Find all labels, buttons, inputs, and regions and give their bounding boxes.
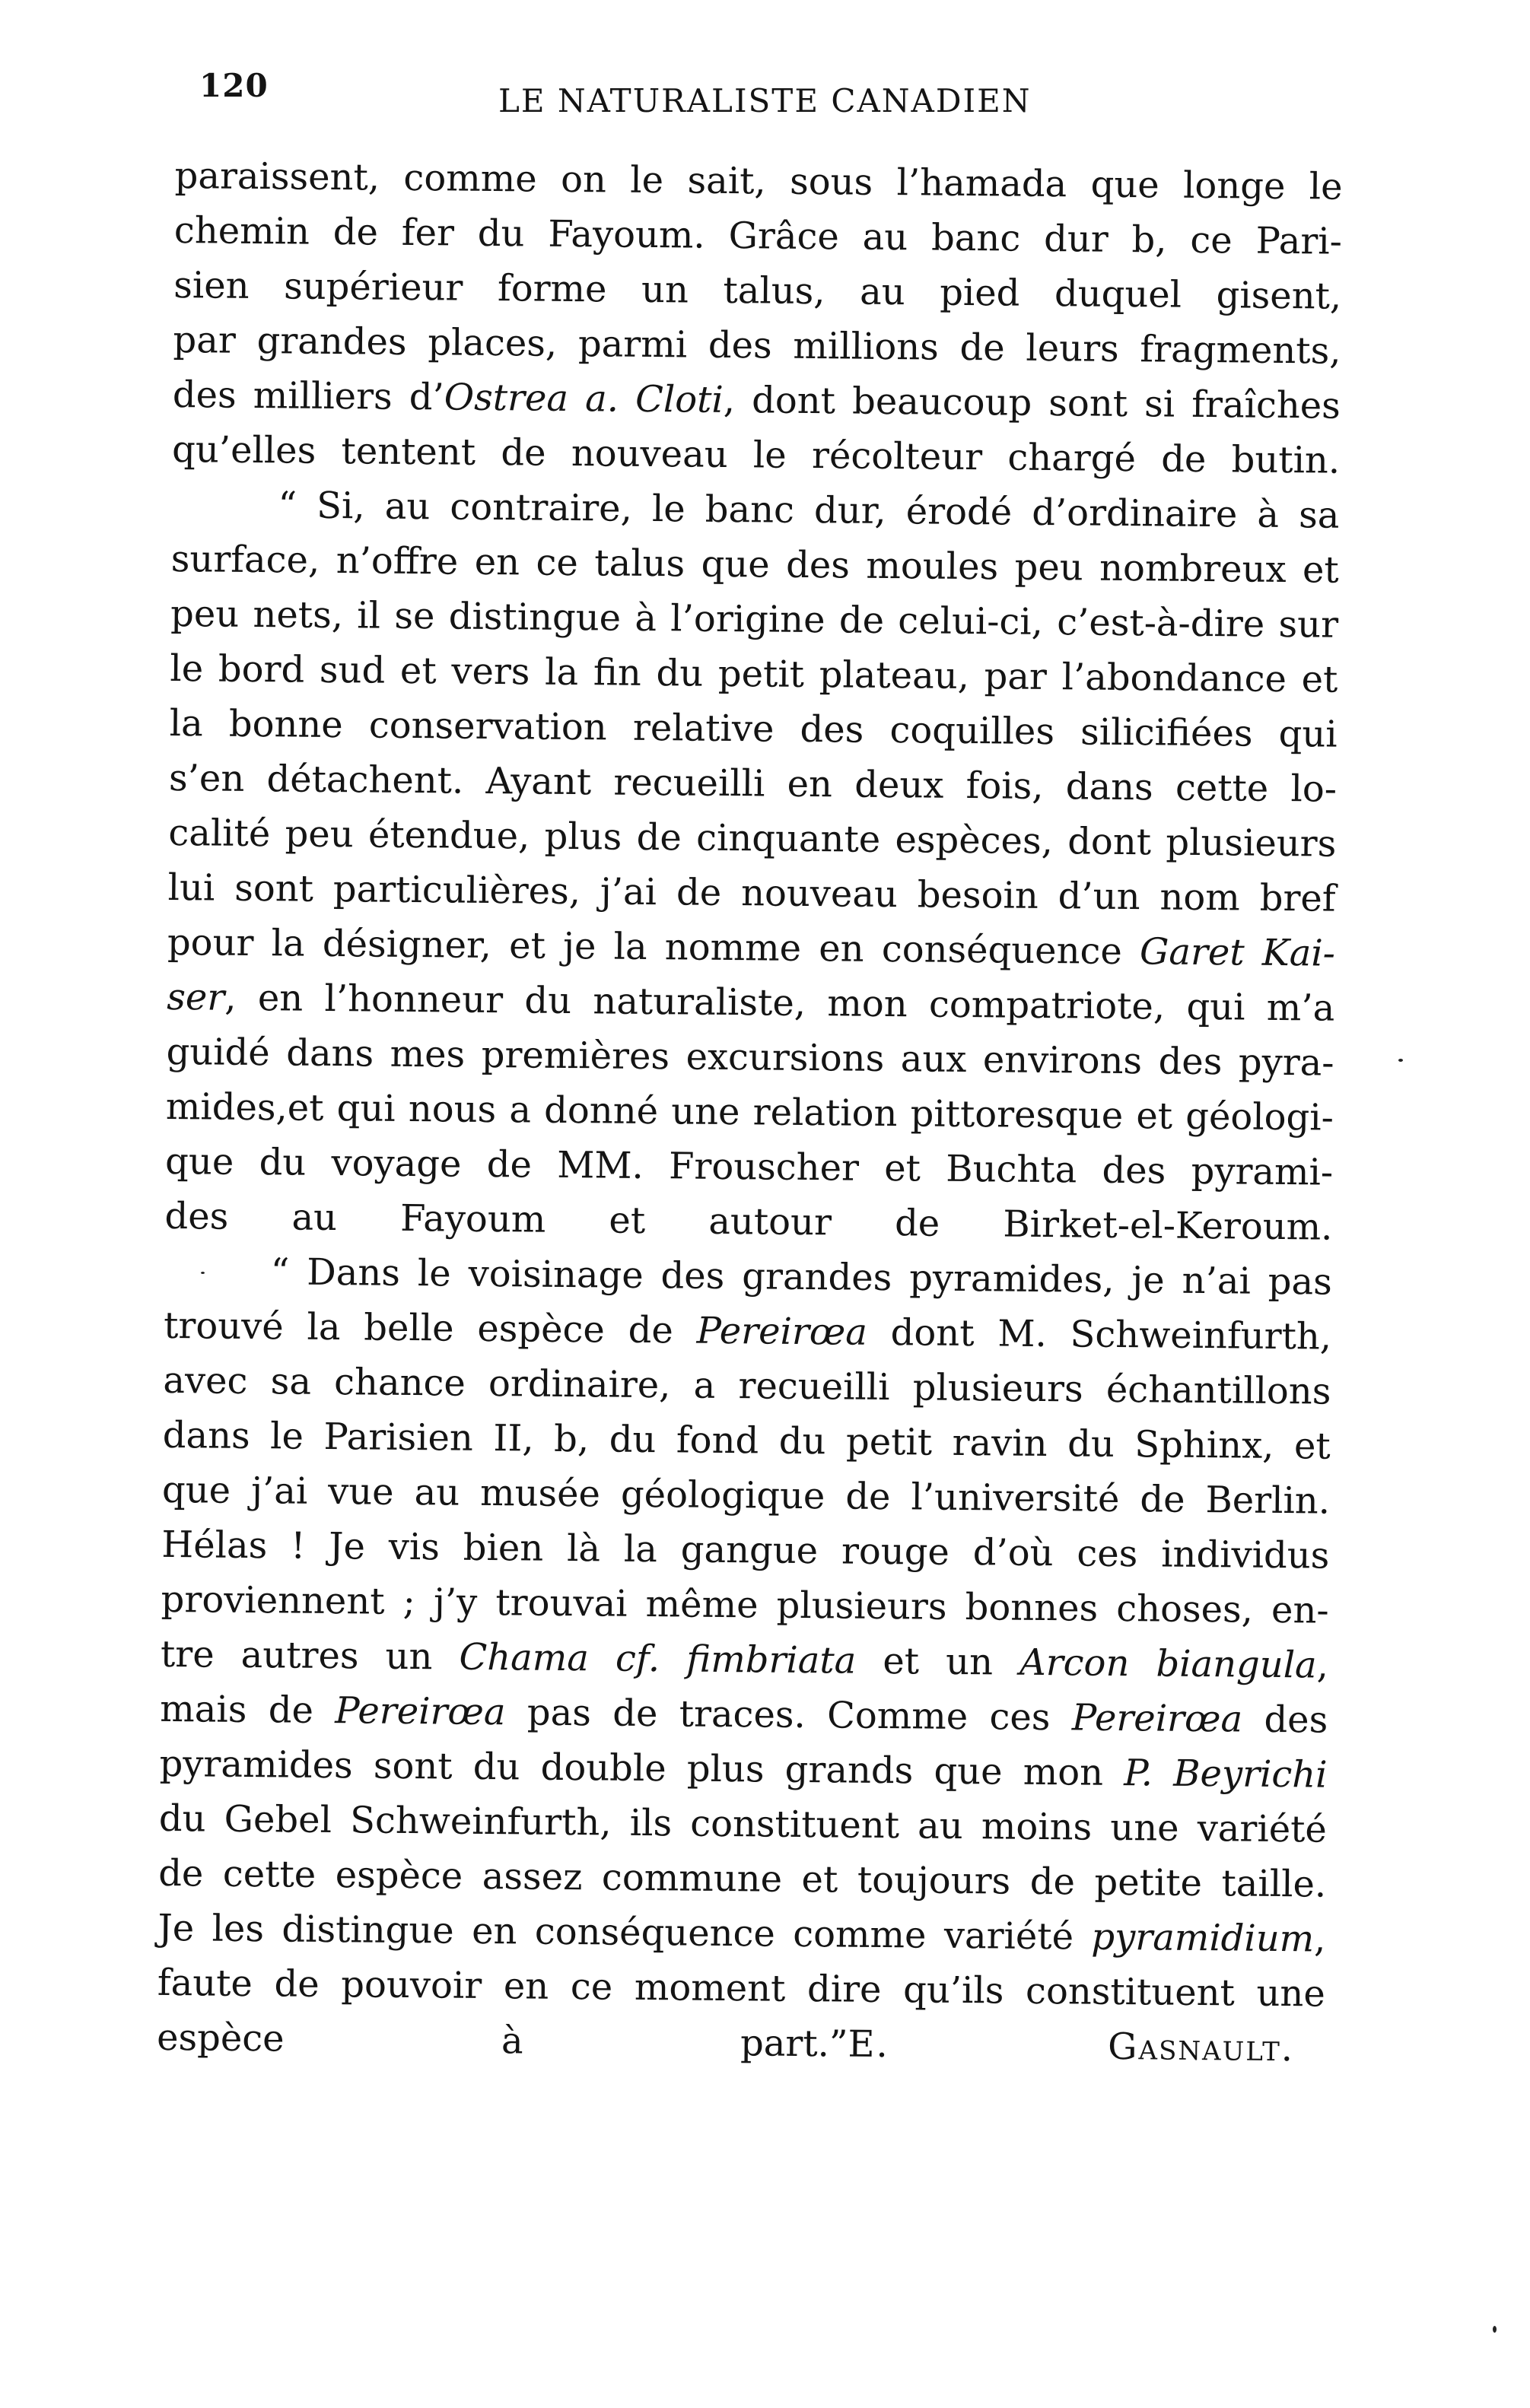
text-line: chemin de fer du Fayoum. Grâce au banc dur b, ce Pari-	[173, 208, 1343, 263]
text-line: pyramides sont du double plus grands que mon P. Beyrichi	[159, 1742, 1328, 1796]
italic-term: Pereirœa	[335, 1689, 506, 1734]
page-number: 120	[199, 67, 269, 104]
text-line: de cette espèce assez commune et toujours de petite taille.	[157, 1851, 1327, 1906]
text-line: “ Si, au contraire, le banc dur, érodé d’ordinaire à sa	[278, 484, 1340, 537]
text-line: mides,et qui nous a donné une relation pittoresque et géologi-	[165, 1085, 1334, 1139]
italic-term: Pereirœa	[696, 1309, 868, 1354]
text-line: lui sont particulières, j’ai de nouveau besoin d’un nom bref	[167, 866, 1336, 920]
text-line: “ Dans le voisinage des grandes pyramides, je n’ai pas	[270, 1250, 1333, 1304]
text-line: Je les distingue en conséquence comme variété pyramidium,	[157, 1906, 1326, 1961]
text-line: la bonne conservation relative des coquilles silicifiées qui	[169, 701, 1338, 756]
text-line: Hélas ! Je vis bien là la gangue rouge d’où ces individus	[161, 1523, 1330, 1577]
italic-term: P. Beyrichi	[1124, 1752, 1328, 1796]
text-line: tre autres un Chama cf. fimbriata et un Arcon biangula,	[160, 1632, 1329, 1687]
text-line: paraissent, comme on le sait, sous l’hamada que longe le	[174, 154, 1343, 208]
scan-speck	[1398, 1059, 1403, 1062]
text-line: proviennent ; j’y trouvai même plusieurs bonnes choses, en-	[161, 1577, 1329, 1632]
text-line: sien supérieur forme un talus, au pied duquel gisent,	[173, 263, 1342, 318]
text-line: s’en détachent. Ayant recueilli en deux fois, dans cette lo-	[168, 756, 1338, 811]
text-line: des milliers d’Ostrea a. Cloti, dont beaucoup sont si fraîches	[172, 373, 1341, 427]
text-line: surface, n’offre en ce talus que des moules peu nombreux et	[170, 537, 1340, 592]
author-signature: E. Gasnault.	[848, 2022, 1295, 2070]
text-line: trouvé la belle espèce de Pereirœa dont M. Schweinfurth,	[163, 1304, 1332, 1358]
scan-speck	[201, 1272, 205, 1274]
article-body	[157, 148, 1343, 2076]
text-line: du Gebel Schweinfurth, ils constituent au moins une variété	[158, 1796, 1328, 1851]
text-line: par grandes places, parmi des millions de leurs fragments,	[173, 318, 1341, 373]
closing-line	[157, 2010, 1325, 2076]
italic-term: ser	[167, 975, 225, 1019]
text-line: avec sa chance ordinaire, a recueilli plusieurs échantillons	[163, 1358, 1331, 1413]
italic-term: pyramidium	[1091, 1915, 1315, 1961]
running-title: LE NATURALISTE CANADIEN	[498, 82, 1032, 119]
paragraph	[172, 148, 1343, 488]
paragraph	[157, 1244, 1332, 2076]
text-line: pour la désigner, et je la nomme en conséquence Garet Kai-	[167, 920, 1336, 975]
paragraph	[164, 477, 1340, 1255]
text-line: que j’ai vue au musée géologique de l’université de Berlin.	[161, 1468, 1331, 1523]
scan-speck	[1493, 2326, 1497, 2333]
text-line: calité peu étendue, plus de cinquante espèces, dont plusieurs	[168, 811, 1337, 866]
text-line: peu nets, il se distingue à l’origine de celui-ci, c’est-à-dire sur	[170, 592, 1339, 646]
italic-term: Chama cf. fimbriata	[459, 1635, 857, 1682]
text-line: le bord sud et vers la fin du petit plateau, par l’abondance et	[170, 646, 1338, 701]
italic-term: Arcon biangula	[1019, 1641, 1317, 1687]
text-line: ser, en l’honneur du naturaliste, mon compatriote, qui m’a	[167, 975, 1335, 1030]
text-line: dans le Parisien II, b, du fond du petit ravin du Sphinx, et	[162, 1413, 1331, 1468]
text-line: faute de pouvoir en ce moment dire qu’ils constituent une	[157, 1961, 1326, 2016]
text-line: mais de Pereirœa pas de traces. Comme ces Pereirœa des	[160, 1687, 1328, 1742]
italic-term: Ostrea a. Cloti	[444, 376, 724, 421]
italic-term: Garet Kai-	[1139, 930, 1336, 975]
text-line: guidé dans mes premières excursions aux environs des pyra-	[166, 1030, 1334, 1085]
text-line: des au Fayoum et autour de Birket-el-Keroum.	[164, 1194, 1333, 1249]
text-line: que du voyage de MM. Frouscher et Buchta des pyrami-	[164, 1139, 1334, 1194]
text-line: qu’elles tentent de nouveau le récolteur chargé de butin.	[171, 427, 1341, 482]
italic-term: Pereirœa	[1071, 1696, 1243, 1741]
closing-text: espèce à part.”	[156, 2016, 848, 2066]
